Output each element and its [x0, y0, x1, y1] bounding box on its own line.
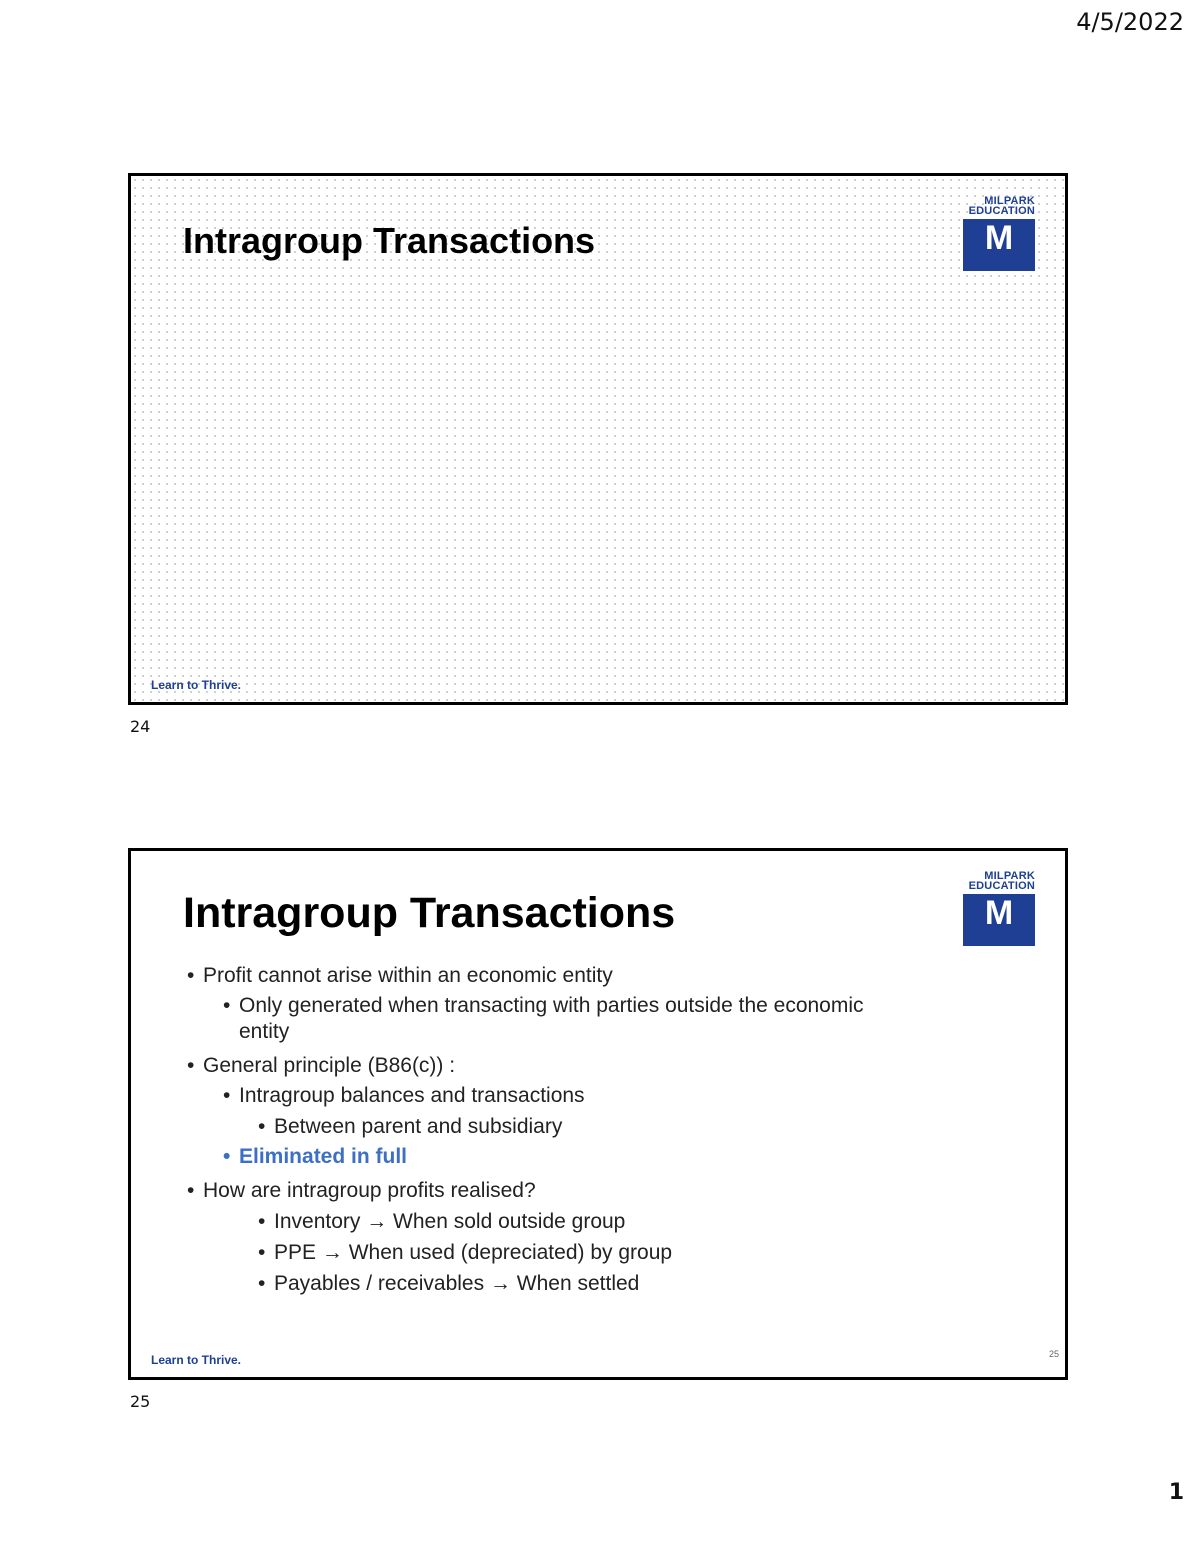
logo-text-line1: MILPARK	[984, 195, 1035, 207]
logo-mark: M	[963, 894, 1035, 946]
page-date: 4/5/2022	[1076, 8, 1184, 36]
slide-title: Intragroup Transactions	[183, 889, 676, 937]
bullet-item: • Payables / receivables → When settled	[274, 1271, 903, 1297]
slide-label: 25	[130, 1392, 151, 1411]
tagline: Learn to Thrive.	[151, 678, 242, 692]
bullet-item-highlight: • Eliminated in full	[239, 1144, 903, 1170]
bullet-item: • Profit cannot arise within an economic entity	[203, 963, 903, 989]
bullet-item: • General principle (B86(c)) :	[203, 1053, 903, 1079]
bullet-item: • Intragroup balances and transactions	[239, 1083, 903, 1109]
slide-25	[128, 848, 1068, 1380]
logo-mark: M	[963, 219, 1035, 271]
slide-title: Intragroup Transactions	[183, 220, 596, 261]
logo-text-line1: MILPARK	[984, 870, 1035, 882]
bullet-item: • Inventory → When sold outside group	[274, 1209, 903, 1235]
logo-text-line2: EDUCATION	[968, 880, 1035, 892]
bullet-item: • Only generated when transacting with parties outside the economic entity	[239, 993, 903, 1045]
slide-number: 25	[1048, 1349, 1059, 1359]
slide-24	[128, 173, 1068, 705]
bullet-item: • PPE → When used (depreciated) by group	[274, 1240, 903, 1266]
slide-label: 24	[130, 717, 151, 736]
bullet-item: • Between parent and subsidiary	[274, 1114, 903, 1140]
tagline: Learn to Thrive.	[151, 1353, 242, 1367]
page-number: 1	[1168, 1480, 1184, 1505]
bullet-item: • How are intragroup profits realised?	[203, 1178, 903, 1204]
milpark-logo	[961, 871, 1035, 946]
milpark-logo	[961, 196, 1035, 271]
bullet-list	[183, 955, 903, 1297]
logo-text-line2: EDUCATION	[968, 205, 1035, 217]
